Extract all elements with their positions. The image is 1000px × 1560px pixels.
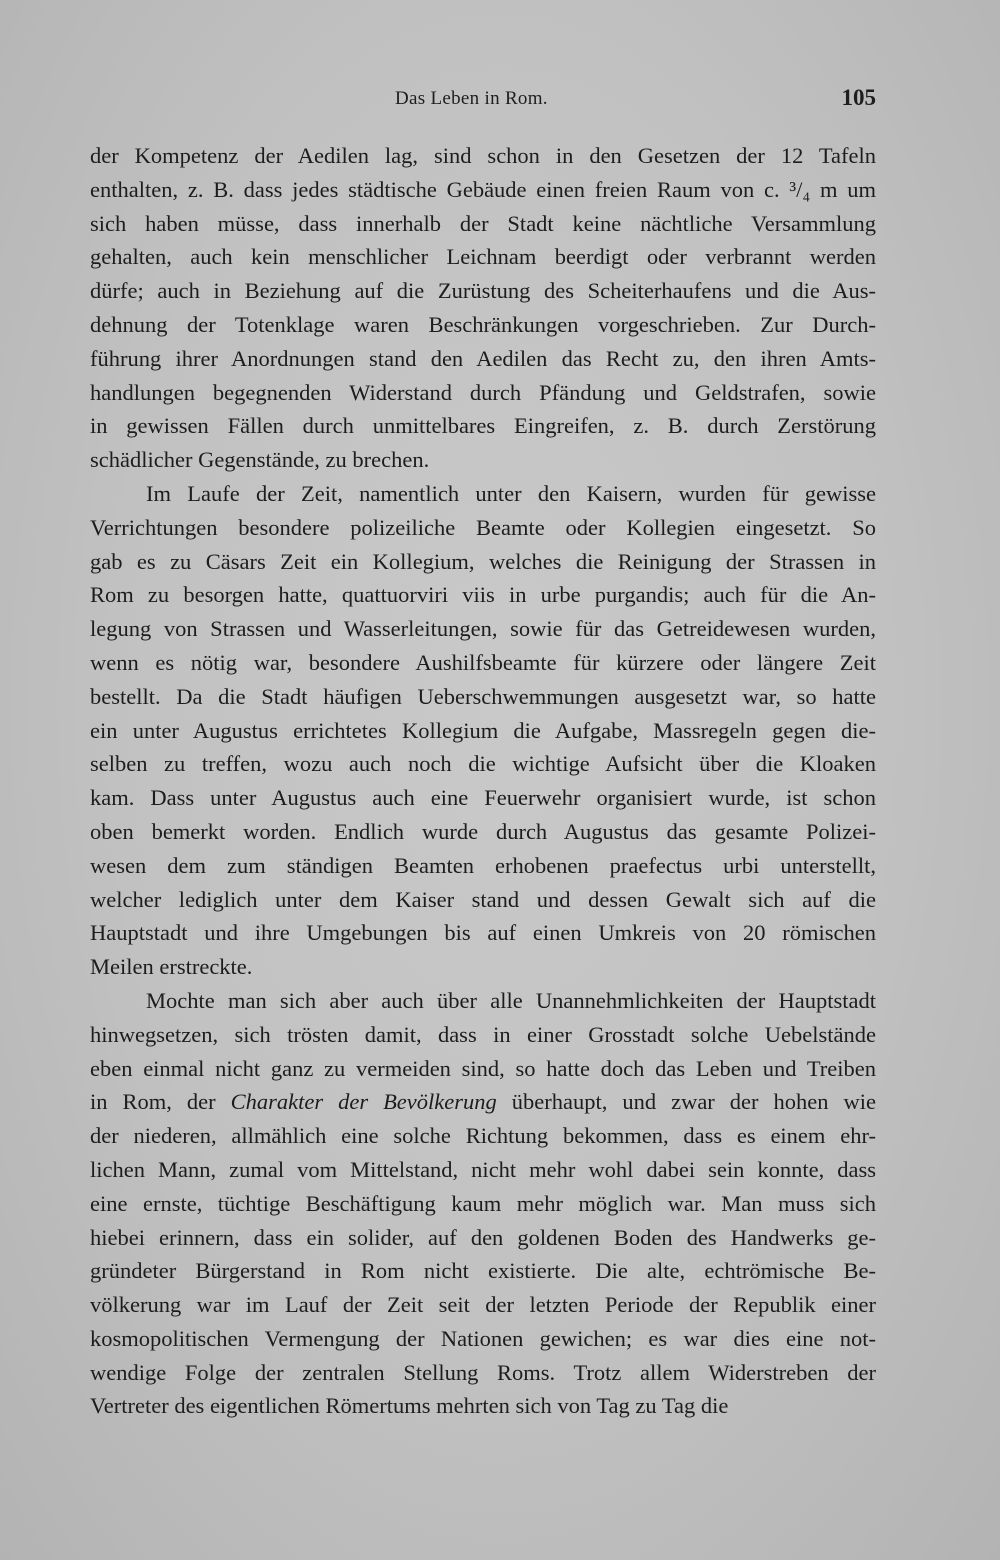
text-line: schädlicher Gegenstände, zu brechen. xyxy=(90,447,430,473)
text-line: führung ihrer Anordnungen stand den Aedilen das Recht zu, den ihren Amts- xyxy=(90,345,876,371)
emphasis-text: Charakter der Bevölkerung xyxy=(230,1089,497,1115)
text-line: Im Laufe der Zeit, namentlich unter den Kaisern, wurden für gewisse xyxy=(146,480,876,506)
paragraph-2 xyxy=(90,477,876,984)
text-line: eine ernste, tüchtige Beschäftigung kaum mehr möglich war. Man muss sich xyxy=(90,1190,876,1216)
text-line xyxy=(90,1085,876,1119)
text-line: kosmopolitischen Vermengung der Nationen gewichen; es war dies eine not- xyxy=(90,1325,876,1351)
page-number: 105 xyxy=(841,85,876,110)
text-line: wesen dem zum ständigen Beamten erhobenen praefectus urbi unterstellt, xyxy=(90,852,876,878)
text-line: Meilen erstreckte. xyxy=(90,954,253,980)
paragraph-3 xyxy=(90,984,876,1423)
text-line: gründeter Bürgerstand in Rom nicht existierte. Die alte, echtrömische Be- xyxy=(90,1258,876,1284)
text-line: eben einmal nicht ganz zu vermeiden sind, so hatte doch das Leben und Treiben xyxy=(90,1055,876,1081)
text-line: in gewissen Fällen durch unmittelbares Eingreifen, z. B. durch Zerstörung xyxy=(90,413,876,439)
text-line: dürfe; auch in Beziehung auf die Zurüstung des Scheiterhaufens und die Aus- xyxy=(90,278,876,304)
page-header xyxy=(90,86,876,116)
text-line: völkerung war im Lauf der Zeit seit der letzten Periode der Republik einer xyxy=(90,1292,876,1318)
text-line: Rom zu besorgen hatte, quattuorviri viis in urbe purgandis; auch für die An- xyxy=(90,582,876,608)
text-line: bestellt. Da die Stadt häufigen Ueberschwemmungen ausgesetzt war, so hatte xyxy=(90,683,876,709)
paragraph-1 xyxy=(90,139,876,477)
text-line: kam. Dass unter Augustus auch eine Feuerwehr organisiert wurde, ist schon xyxy=(90,785,876,811)
text-line: oben bemerkt worden. Endlich wurde durch Augustus das gesamte Polizei- xyxy=(90,818,876,844)
text-line: handlungen begegnenden Widerstand durch Pfändung und Geldstrafen, sowie xyxy=(90,379,876,405)
text-line: hinwegsetzen, sich trösten damit, dass in einer Grosstadt solche Uebelstände xyxy=(90,1021,876,1047)
text-line: dehnung der Totenklage waren Beschränkungen vorgeschrieben. Zur Durch- xyxy=(90,311,876,337)
text-line: gehalten, auch kein menschlicher Leichnam beerdigt oder verbrannt werden xyxy=(90,244,876,270)
text-line: gab es zu Cäsars Zeit ein Kollegium, welches die Reinigung der Strassen in xyxy=(90,548,876,574)
text-line: wendige Folge der zentralen Stellung Roms. Trotz allem Widerstreben der xyxy=(90,1359,876,1385)
text-line: welcher lediglich unter dem Kaiser stand und dessen Gewalt sich auf die xyxy=(90,886,876,912)
text-line: selben zu treffen, wozu auch noch die wichtige Aufsicht über die Kloaken xyxy=(90,751,876,777)
text-segment: überhaupt, und zwar der hohen wie xyxy=(496,1089,876,1115)
text-line: enthalten, z. B. dass jedes städtische Gebäude einen freien Raum von c. ³/₄ m um xyxy=(90,176,876,202)
text-line: lichen Mann, zumal vom Mittelstand, nicht mehr wohl dabei sein konnte, dass xyxy=(90,1156,876,1182)
text-line: Hauptstadt und ihre Umgebungen bis auf einen Umkreis von 20 römischen xyxy=(90,920,876,946)
text-line: sich haben müsse, dass innerhalb der Stadt keine nächtliche Versammlung xyxy=(90,210,876,236)
text-line: Vertreter des eigentlichen Römertums mehrten sich von Tag zu Tag die xyxy=(90,1393,729,1419)
text-line: Mochte man sich aber auch über alle Unannehmlichkeiten der Hauptstadt xyxy=(146,987,876,1013)
running-head: Das Leben in Rom. xyxy=(395,88,548,109)
text-line: wenn es nötig war, besondere Aushilfsbeamte für kürzere oder längere Zeit xyxy=(90,649,876,675)
text-line: legung von Strassen und Wasserleitungen, sowie für das Getreidewesen wurden, xyxy=(90,616,876,642)
text-line: Verrichtungen besondere polizeiliche Beamte oder Kollegien eingesetzt. So xyxy=(90,514,876,540)
body-text xyxy=(90,139,876,1423)
text-line: hiebei erinnern, dass ein solider, auf den goldenen Boden des Handwerks ge- xyxy=(90,1224,876,1250)
text-line: der niederen, allmählich eine solche Richtung bekommen, dass es einem ehr- xyxy=(90,1123,876,1149)
text-line: ein unter Augustus errichtetes Kollegium die Aufgabe, Massregeln gegen die- xyxy=(90,717,876,743)
text-line: der Kompetenz der Aedilen lag, sind schon in den Gesetzen der 12 Tafeln xyxy=(90,143,876,168)
text-segment: in Rom, der xyxy=(90,1089,231,1115)
